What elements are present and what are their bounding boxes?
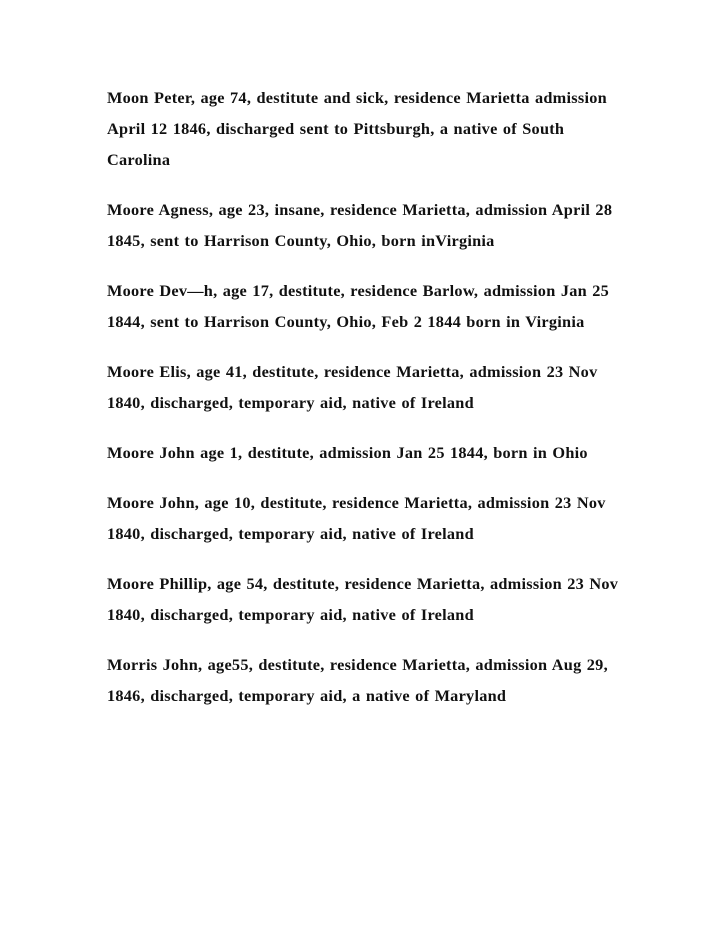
record-entry-moon-peter: Moon Peter, age 74, destitute and sick, residence Marietta admission April 12 1846, discharged sent to Pittsburgh, a native of South Carolina (107, 88, 607, 169)
record-entry-moore-agness: Moore Agness, age 23, insane, residence Marietta, admission April 28 1845, sent to Harrison County, Ohio, born inVirginia (107, 200, 613, 250)
record-entry-moore-phillip: Moore Phillip, age 54, destitute, residence Marietta, admission 23 Nov 1840, discharged, temporary aid, native of Ireland (107, 574, 619, 624)
record-entry-moore-john-age-10: Moore John, age 10, destitute, residence Marietta, admission 23 Nov 1840, discharged, temporary aid, native of Ireland (107, 493, 606, 543)
record-entry-moore-john-age-1: Moore John age 1, destitute, admission Jan 25 1844, born in Ohio (107, 443, 588, 462)
document-body (107, 82, 627, 730)
record-entry-moore-dev-h: Moore Dev—h, age 17, destitute, residence Barlow, admission Jan 25 1844, sent to Harrison County, Ohio, Feb 2 1844 born in Virginia (107, 281, 610, 331)
record-entry-moore-elis: Moore Elis, age 41, destitute, residence Marietta, admission 23 Nov 1840, discharged, temporary aid, native of Ireland (107, 362, 598, 412)
record-entry-morris-john: Morris John, age55, destitute, residence Marietta, admission Aug 29, 1846, discharged, temporary aid, a native of Maryland (107, 655, 608, 705)
